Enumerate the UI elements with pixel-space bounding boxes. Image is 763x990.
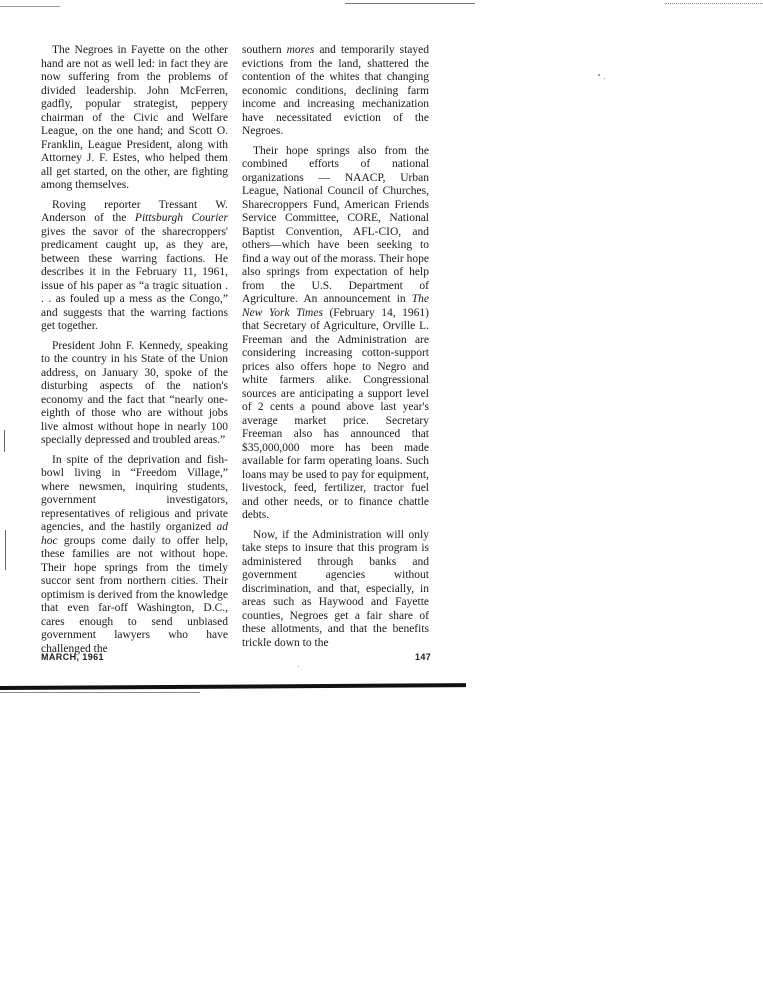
scan-speck [298, 666, 299, 667]
scan-line-top-left [0, 6, 60, 7]
paragraph: southern mores and temporarily stayed evictions from the land, shattered the contention of the whites that changing economic conditions, declining farm income and increasing mechanization have necessitated eviction of the Negroes. [242, 44, 429, 137]
scan-edge-mark [5, 530, 6, 570]
paragraph: Their hope springs also from the combined efforts of national organizations — NAACP, Urban League, National Council of Churches, Sharecroppers Fund, American Friends Service Committee, CORE, National Baptist Convention, AFL-CIO, and others—which have been seeking to find a way out of the morass. Their hope also springs from expectation of help from the U.S. Department of Agriculture. An announcement in The New York Times (February 14, 1961) that Secretary of Agriculture, Orville L. Freeman and the Administration are considering increasing cotton-support prices also offers hope to Negro and white farmers alike. Congressional sources are anticipating a support level of 2 cents a pound above last year's average market price. Secretary Freeman also has announced that $35,000,000 more has been made available for farm operating loans. Such loans may be used to pay for equipment, livestock, feed, fertilizer, tractor fuel and other needs, or to finance chattle debts. [242, 144, 429, 521]
right-text-column [242, 44, 429, 656]
left-text-column [41, 44, 228, 662]
scan-speck [598, 74, 600, 76]
publication-name: Pittsburgh Courier [134, 212, 228, 224]
paragraph: Now, if the Administration will only take steps to insure that this program is administered through banks and government agencies without discrimination, and that, especially, in areas such as Haywood and Fayette counties, Negroes get a fair share of these allotments, and that the benefits trickle down to the [242, 528, 429, 649]
page-number: 147 [415, 652, 432, 662]
publication-name: The New York Times [242, 293, 429, 319]
scan-bottom-rule [0, 683, 466, 690]
paragraph: The Negroes in Fayette on the other hand are not as well led: in fact they are now suffering from the problems of divided leadership. John McFerren, gadfly, popular strategist, peppery chairman of the Civic and Welfare League, on the one hand; and Scott O. Franklin, League President, along with Attorney J. F. Estes, who helped them all get started, on the other, are fighting among themselves. [41, 44, 228, 191]
scan-line-top-right [345, 3, 475, 4]
scan-edge-mark [4, 430, 5, 452]
issue-date: MARCH, 1961 [41, 652, 104, 662]
italic-term: ad hoc [41, 521, 228, 547]
scan-speck [604, 78, 605, 79]
scan-bottom-thin-line [0, 692, 200, 693]
scan-dotted-line-top [665, 3, 763, 4]
paragraph: President John F. Kennedy, speaking to the country in his State of the Union address, on January 30, spoke of the disturbing aspects of the nation's economy and the fact that “nearly one-eighth of those who are without jobs live almost without hope in nearly 100 specially depressed and troubled areas.” [41, 339, 228, 446]
paragraph: In spite of the deprivation and fish-bowl living in “Freedom Village,” where newsmen, inquiring students, government investigators, representatives of religious and private agencies, and the hastily organized ad hoc groups come daily to offer help, these families are not without hope. Their hope springs from the timely succor sent from northern cities. Their optimism is derived from the knowledge that even far-off Washington, D.C., cares enough to send unbiased government lawyers who have challenged the [41, 453, 228, 655]
paragraph: Roving reporter Tressant W. Anderson of the Pittsburgh Courier gives the savor of the sharecroppers' predicament caught up, as they are, between these warring factions. He describes it in the February 11, 1961, issue of his paper as “a tragic situation . . . as fouled up a mess as the Congo,” and suggests that the warring factions get together. [41, 198, 228, 332]
italic-term: mores [286, 44, 315, 56]
